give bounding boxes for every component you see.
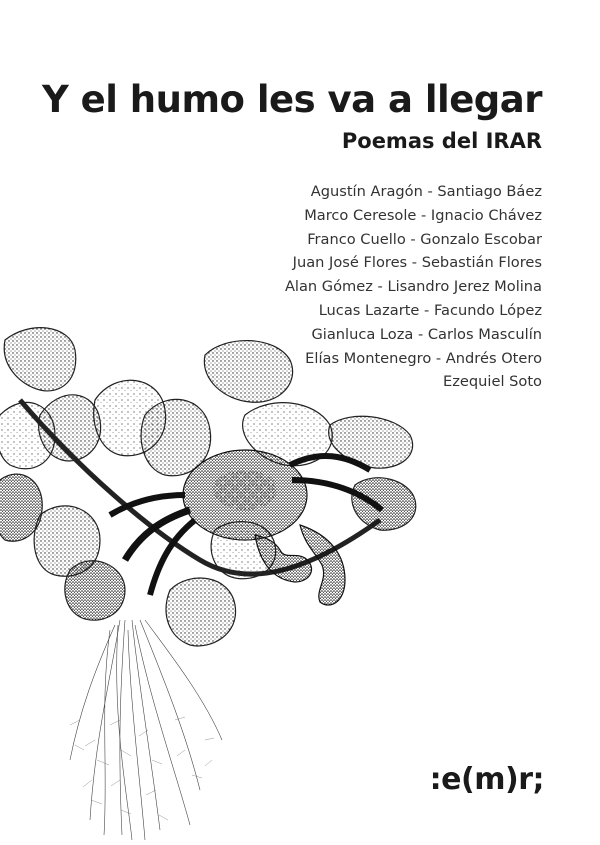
- book-title: Y el humo les va a llegar: [41, 78, 542, 121]
- author-line: Ezequiel Soto: [443, 373, 542, 391]
- crab-leg: [110, 495, 185, 515]
- author-line: Gianluca Loza - Carlos Masculín: [311, 325, 542, 343]
- crab-plant-illustration: [0, 320, 440, 840]
- author-line: Elías Montenegro - Andrés Otero: [305, 349, 542, 367]
- author-line: Lucas Lazarte - Facundo López: [318, 301, 542, 319]
- author-line: Agustín Aragón - Santiago Báez: [310, 183, 542, 200]
- crab: [110, 450, 382, 605]
- author-line: Alan Gómez - Lisandro Jerez Molina: [284, 278, 542, 296]
- publisher-logo: :e(m)r;: [429, 762, 544, 797]
- plant-roots: [70, 620, 222, 840]
- author-line: Marco Ceresole - Ignacio Chávez: [304, 206, 542, 224]
- author-line: Juan José Flores - Sebastián Flores: [292, 254, 542, 272]
- book-subtitle: Poemas del IRAR: [341, 129, 542, 153]
- author-line: Franco Cuello - Gonzalo Escobar: [307, 230, 542, 248]
